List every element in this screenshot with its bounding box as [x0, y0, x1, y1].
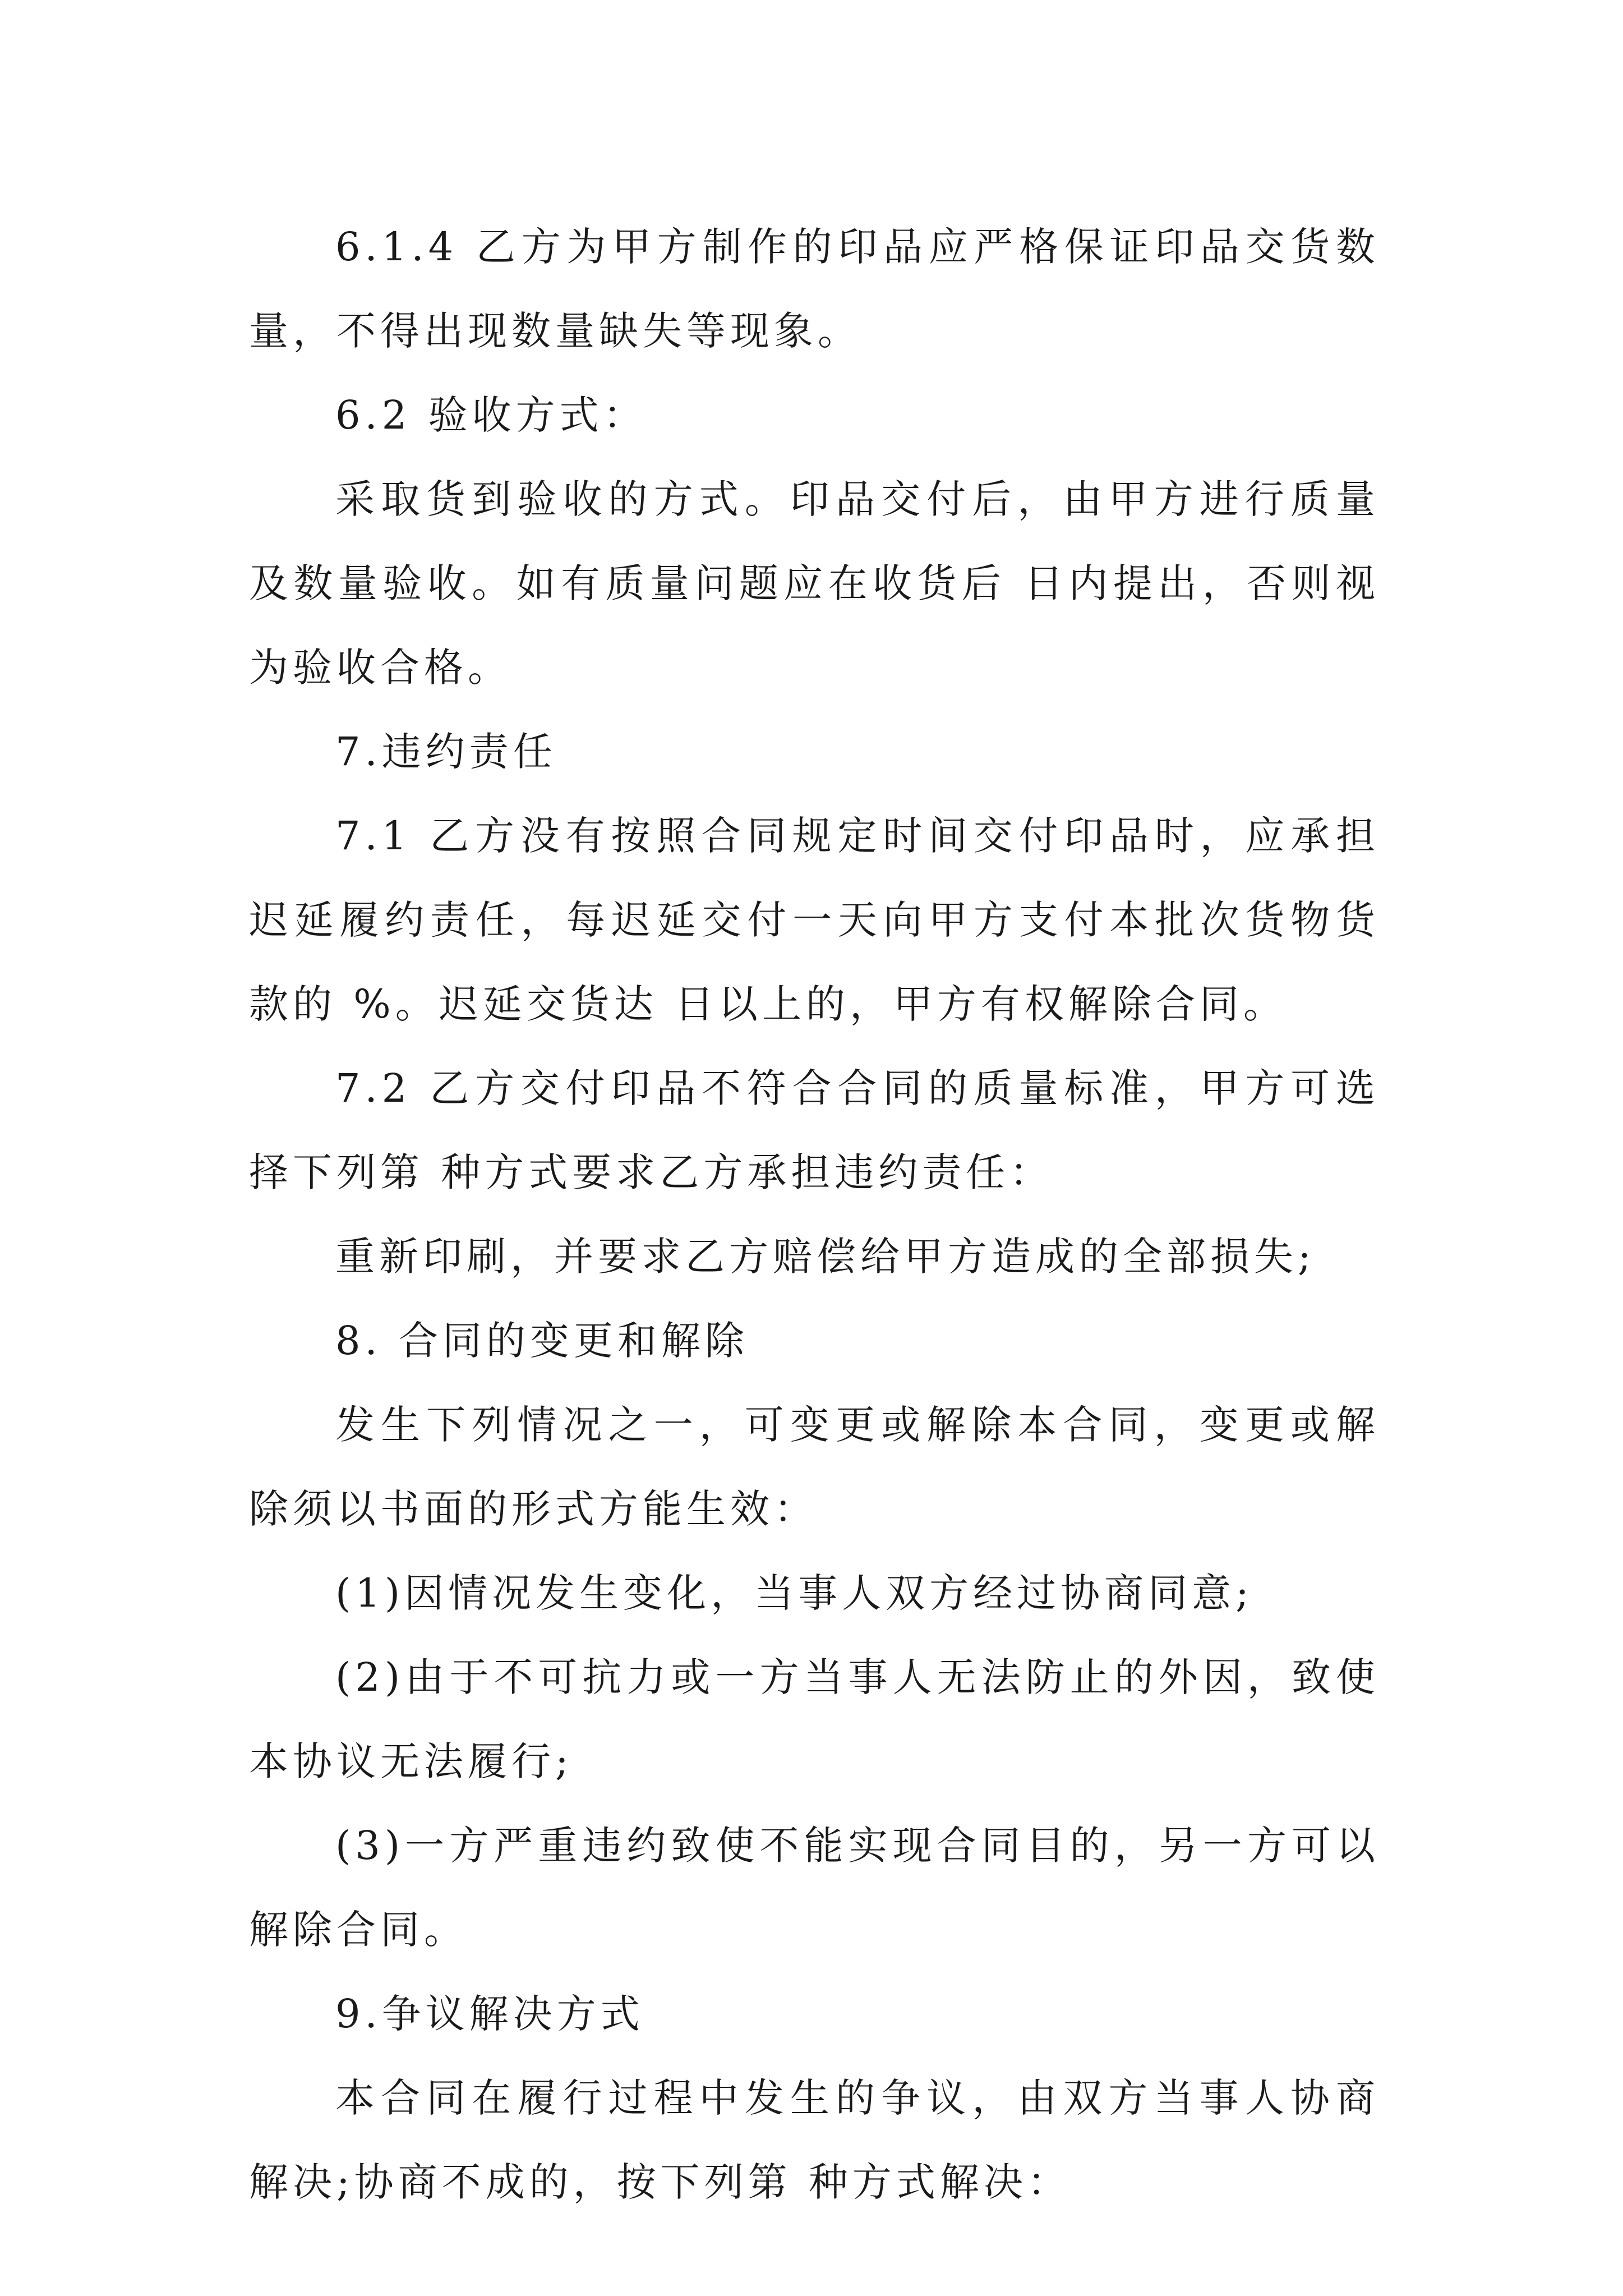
- paragraph-acceptance-details: 采取货到验收的方式。印品交付后，由甲方进行质量及数量验收。如有质量问题应在收货后 日内提出，否则视为验收合格。: [249, 476, 1380, 691]
- document-body: [249, 205, 1380, 2224]
- heading-9-dispute-resolution: 9.争议解决方式: [335, 1991, 644, 2037]
- paragraph-8-item-2: (2)由于不可抗力或一方当事人无法防止的外因，致使本协议无法履行;: [249, 1654, 1380, 1784]
- paragraph-9-details: 本合同在履行过程中发生的争议，由双方当事人协商解决;协商不成的，按下列第 种方式解决：: [249, 2075, 1380, 2205]
- paragraph-7-1: 7.1 乙方没有按照合同规定时间交付印品时，应承担迟延履约责任，每迟延交付一天向甲方支付本批次货物货款的 %。迟延交货达 日以上的，甲方有权解除合同。: [249, 813, 1380, 1027]
- paragraph-8-item-3: (3)一方严重违约致使不能实现合同目的，另一方可以解除合同。: [249, 1823, 1380, 1953]
- heading-7-liability-for-breach: 7.违约责任: [335, 729, 557, 775]
- paragraph-6-1-4: 6.1.4 乙方为甲方制作的印品应严格保证印品交货数量，不得出现数量缺失等现象。: [249, 224, 1380, 354]
- paragraph-8-item-1: (1)因情况发生变化，当事人双方经过协商同意;: [335, 1570, 1253, 1616]
- heading-6-2-acceptance-method: 6.2 验收方式：: [335, 392, 647, 438]
- paragraph-reprint: 重新印刷，并要求乙方赔偿给甲方造成的全部损失;: [335, 1234, 1316, 1280]
- paragraph-7-2: 7.2 乙方交付印品不符合合同的质量标准，甲方可选择下列第 种方式要求乙方承担违约责任：: [249, 1065, 1380, 1195]
- heading-8-modification-and-termination: 8. 合同的变更和解除: [335, 1318, 749, 1364]
- paragraph-8-conditions: 发生下列情况之一，可变更或解除本合同，变更或解除须以书面的形式方能生效：: [249, 1402, 1380, 1532]
